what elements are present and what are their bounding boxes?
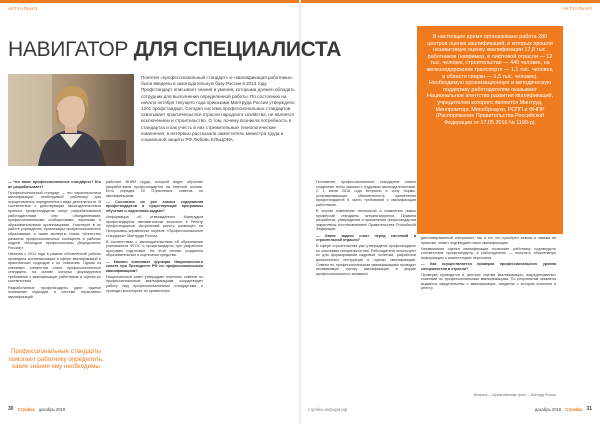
- col1-paragraph: Профессиональный стандарт — это характеристика квалификации, необходимой работнику для осуществления определенного вида деятельности. В соответствии с действующим законодательством проекты профстандартов могут разрабатываться работодателями или объединениями, профессиональными сообществами, научными и образовательными организациями. Участвуют в их работе учреждения, организации профессионального образования, а также эксперты союза «Агентство развития профессиональных сообществ и рабочих кадров «Молодые профессионалы (Ворлдскиллс Россия)».: [8, 190, 101, 250]
- col4-paragraph: — Как осуществляется проверка профессионального уровня специалистов в отрасли?: [421, 261, 556, 271]
- rubric-right: АКТУАЛЬНО: [562, 6, 592, 11]
- source-credit: Вопросы — Ирина Иванова, фото — Минтруд России: [473, 393, 556, 397]
- col2-paragraph: В соответствии с законодательством об образовании учитываются ФГОС и профстандарты при разработке программ подготовки. На этой основе создаются образовательные и оценочные средства.: [106, 239, 203, 258]
- magazine-name-right: Стройка: [565, 406, 583, 412]
- col2-paragraph: — Каковы ключевые функции Национального совета при Президенте РФ по профессиональным квалификациям?: [106, 259, 203, 273]
- footer-right: [300, 404, 592, 414]
- col2-paragraph: — Состоялся ли уже анализ содержания профстандартов и существующие программы обучения и подготовки кадров?: [106, 199, 203, 214]
- col1-paragraph: — Что такое профессиональные стандарты? Кто их разрабатывает?: [8, 180, 101, 189]
- rubric-left: АКТУАЛЬНО: [8, 6, 38, 11]
- col4-paragraph: Проверка проводится в центрах оценки квалификации, аккредитованных советами по профессиональным квалификациям. По результатам экзамена выдаётся свидетельство о квалификации, сведения о котором вносятся в реестр.: [421, 272, 556, 291]
- col4-paragraph: дипломированный специалист, так и тот, кто приобрёл знания и навыки на практике, может подтвердить свою квалификацию.: [421, 236, 556, 245]
- text-column-1: [8, 180, 101, 301]
- text-column-4: [421, 236, 556, 293]
- col1-paragraph: Разработанные профстандарты дают единое понимание подходов в системе отраслевых квалификаций.: [8, 285, 101, 299]
- highlight-box: [417, 26, 563, 234]
- col3-paragraph: — Какие задачи стоят перед системой в строительной отрасли?: [316, 233, 416, 243]
- col2-paragraph: Национальный совет утверждает перечень советов по профессиональным квалификациям, координирует работу над профессиональными стандартами и проводит мониторинг их применения.: [106, 274, 203, 293]
- text-column-2: [106, 180, 203, 295]
- article-title-part2: ДЛЯ СПЕЦИАЛИСТА: [133, 38, 342, 61]
- page-number-left: 30: [8, 406, 14, 412]
- col2-paragraph: Информация об утверждённых Минтрудом профстандартах автоматически вносится в Реестр профстандартов. Актуальный реестр размещён на Программно-справочном портале «Профессиональные стандарты» Минтруда России.: [106, 215, 203, 238]
- col1-paragraph: Начиная с 2014 года в рамках обновлённой работы проведена систематизация в сфере квалификаций и практических подходов к их описанию. Одним из ключевых элементов стали профессиональные стандарты, на основе которых формируются требования к квалификации работников и оценка их соответствия.: [8, 251, 101, 284]
- highlight-text: В настоящее время организовано работа 280 центров оценки квалификаций, в которых прошли независимую оценку квалификации 17,8 тыс. работников (например, в лифтовой отрасли — 12 тыс. человек, строительстве — 440 человек, на железнодорожном транспорте — 1,1 тыс. человек, в области сварки — 1,5 тыс. человек). Необходимую организационную и методическую поддержку работодателям оказывает Национальное агентство развития квалификаций, учредителем которого являются Минтруд, Минпромторг, Минобрнауки, РСПП и ФНПР (Распоряжение Правительства Российской Федерации от 17.05.2016 № 1199-р).: [426, 34, 554, 126]
- pull-quote: Профессиональные стандарты помогают работнику определить, какие знания ему необходимы: [8, 348, 104, 371]
- article-lead: Понятия «профессиональный стандарт» и «квалификация работника» были введены в законодательную базу России в 2013 году. Профстандарт описывает знания и умения, которыми должен обладать сотрудник для выполнения определенной работы. По состоянию на начало октября текущего года приказами Минтруда России утверждено 1201 профстандарт. Сегодня система профессиональных стандартов охватывает практически все отрасли народного хозяйства, не является исключением и строительство. О том, почему возникла потребность в стандартах и как учесть в них стремительные технологические изменения, в интервью рассказала заместитель министра труда и социальной защиты РФ Любовь ЕЛЬЦОВА.: [141, 75, 295, 143]
- col3-paragraph: В случае изменения технологий и появления новых профессий стандарты актуализируются. Правила разработки, утверждения и применения профстандартов закреплены постановлением Правительства Российской Федерации.: [316, 209, 416, 232]
- article-title: [8, 38, 342, 62]
- text-column-3: [316, 180, 416, 278]
- portrait-photo: [8, 74, 134, 166]
- col3-paragraph: В сфере строительства уже утверждены профстандарты по ключевым специальностям. Работодатели используют их для формирования кадровой политики, разработки должностных инструкций и оценки квалификации. Советы по профессиональным квалификациям проводят независимую оценку квалификации в форме профессионального экзамена.: [316, 244, 416, 276]
- footer-left: [8, 404, 298, 414]
- issue-date-right: декабрь 2018: [534, 406, 562, 412]
- magazine-name-left: Стройка: [17, 406, 35, 412]
- col3-paragraph: Положение профессиональных стандартов нового созданных тесно связано с трудовым законодательством. С 1 июля 2016 года вступили в силу нормы, устанавливающие обязательность применения профстандартов в части требований к квалификации работников.: [316, 180, 416, 207]
- page-spread-gutter: [299, 0, 301, 424]
- issue-date-left: декабрь 2018: [38, 406, 66, 412]
- page-number-right: 31: [586, 406, 592, 412]
- article-title-part1: НАВИГАТОР: [8, 38, 134, 61]
- col4-paragraph: Независимая оценка квалификации позволяет работнику подтвердить соответствие профстандарту, а работодателю — получить объективную информацию о компетенциях персонала.: [421, 246, 556, 260]
- col2-paragraph: работает ВНИИ труда, который ведет обучение разработчиков профстандартов на платной основе. Есть порядка 20 Отраслевых советов по квалификациям.: [106, 180, 203, 198]
- website-link[interactable]: стройка-информ.рф: [308, 406, 348, 412]
